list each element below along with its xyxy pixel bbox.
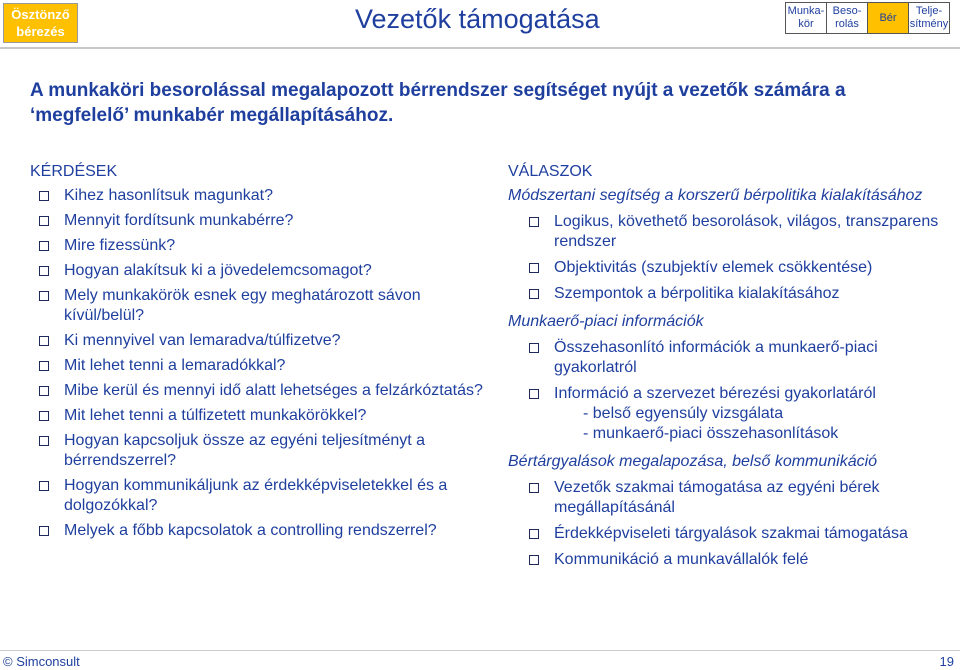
checkbox-bullet-icon [39, 526, 49, 536]
list-item [30, 381, 495, 401]
list-item [520, 212, 958, 252]
question-text: Mely munkakörök esnek egy meghatározott sávon kívül/belül? [64, 287, 421, 324]
footer-divider [0, 650, 960, 651]
nav-tab-ber[interactable]: Bér [867, 2, 909, 34]
answer-text: Szempontok a bérpolitika kialakításához [554, 285, 840, 302]
question-text: Mibe kerül és mennyi idő alatt lehetséges a felzárkóztatás? [64, 382, 483, 399]
answers-column [508, 163, 958, 576]
list-item [520, 338, 958, 378]
checkbox-bullet-icon [39, 481, 49, 491]
checkbox-bullet-icon [529, 289, 539, 299]
list-item [30, 286, 495, 326]
list-item [30, 431, 495, 471]
answers-heading: VÁLASZOK [508, 163, 593, 180]
checkbox-bullet-icon [529, 217, 539, 227]
checkbox-bullet-icon [529, 389, 539, 399]
list-item [520, 284, 958, 304]
question-text: Kihez hasonlítsuk magunkat? [64, 187, 274, 204]
list-item [520, 258, 958, 278]
checkbox-bullet-icon [529, 529, 539, 539]
checkbox-bullet-icon [39, 266, 49, 276]
question-text: Ki mennyivel van lemaradva/túlfizetve? [64, 332, 341, 349]
subtitle: A munkaköri besorolással megalapozott bérrendszer segítséget nyújt a vezetők számára a ‘megfelelő’ munkabér megállapításához. [30, 80, 846, 126]
checkbox-bullet-icon [39, 411, 49, 421]
answers-section-title: Bértárgyalások megalapozása, belső kommunikáció [508, 453, 878, 470]
nav-tab-munkakor[interactable]: Munka- kör [785, 2, 827, 34]
answer-subitem: - belső egyensúly vizsgálata [583, 405, 784, 422]
copyright: © Simconsult [3, 654, 80, 669]
list-item [30, 261, 495, 281]
questions-column [30, 163, 495, 546]
list-item [30, 186, 495, 206]
answer-subitem: - munkaerő-piaci összehasonlítások [583, 425, 839, 442]
checkbox-bullet-icon [39, 361, 49, 371]
answer-text: Logikus, követhető besorolások, világos, transzparens rendszer [554, 213, 939, 250]
list-item [30, 406, 495, 426]
checkbox-bullet-icon [39, 386, 49, 396]
question-text: Hogyan alakítsuk ki a jövedelemcsomagot? [64, 262, 372, 279]
checkbox-bullet-icon [529, 555, 539, 565]
nav-tab-teljesitmeny[interactable]: Telje- sítmény [908, 2, 950, 34]
question-text: Mit lehet tenni a lemaradókkal? [64, 357, 286, 374]
list-item [30, 476, 495, 516]
list-item [30, 211, 495, 231]
checkbox-bullet-icon [39, 191, 49, 201]
section-nav [785, 2, 949, 34]
page-title: Vezetők támogatása [355, 4, 600, 34]
header-divider [0, 47, 960, 49]
checkbox-bullet-icon [529, 263, 539, 273]
question-text: Mire fizessünk? [64, 237, 176, 254]
list-item [30, 236, 495, 256]
question-text: Hogyan kapcsoljuk össze az egyéni teljesítményt a bérrendszerrel? [64, 432, 426, 469]
checkbox-bullet-icon [529, 483, 539, 493]
answer-text: Objektivitás (szubjektív elemek csökkentése) [554, 259, 873, 276]
checkbox-bullet-icon [39, 216, 49, 226]
checkbox-bullet-icon [39, 291, 49, 301]
question-text: Mit lehet tenni a túlfizetett munkakörökkel? [64, 407, 367, 424]
list-item [30, 521, 495, 541]
checkbox-bullet-icon [529, 343, 539, 353]
section-tag: Ösztönző bérezés [3, 3, 78, 43]
answers-section-title: Módszertani segítség a korszerű bérpolitika kialakításához [508, 187, 923, 204]
checkbox-bullet-icon [39, 436, 49, 446]
list-item [520, 524, 958, 544]
answer-text: Információ a szervezet bérezési gyakorlatáról [554, 385, 876, 402]
answer-text: Összehasonlító információk a munkaerő-piaci gyakorlatról [554, 339, 878, 376]
list-item [30, 331, 495, 351]
answer-text: Kommunikáció a munkavállalók felé [554, 551, 809, 568]
question-text: Hogyan kommunikáljunk az érdekképviseletekkel és a dolgozókkal? [64, 477, 448, 514]
list-item [520, 550, 958, 570]
page-number: 19 [939, 654, 954, 669]
checkbox-bullet-icon [39, 336, 49, 346]
questions-heading: KÉRDÉSEK [30, 163, 118, 180]
answers-section-title: Munkaerő-piaci információk [508, 313, 704, 330]
question-text: Mennyit fordítsunk munkabérre? [64, 212, 294, 229]
answer-text: Érdekképviseleti tárgyalások szakmai támogatása [554, 525, 908, 542]
nav-tab-besorolas[interactable]: Beso- rolás [826, 2, 868, 34]
answer-text: Vezetők szakmai támogatása az egyéni bérek megállapításánál [554, 479, 880, 516]
question-text: Melyek a főbb kapcsolatok a controlling rendszerrel? [64, 522, 437, 539]
list-item [30, 356, 495, 376]
list-item [520, 384, 958, 404]
list-item [520, 478, 958, 518]
checkbox-bullet-icon [39, 241, 49, 251]
